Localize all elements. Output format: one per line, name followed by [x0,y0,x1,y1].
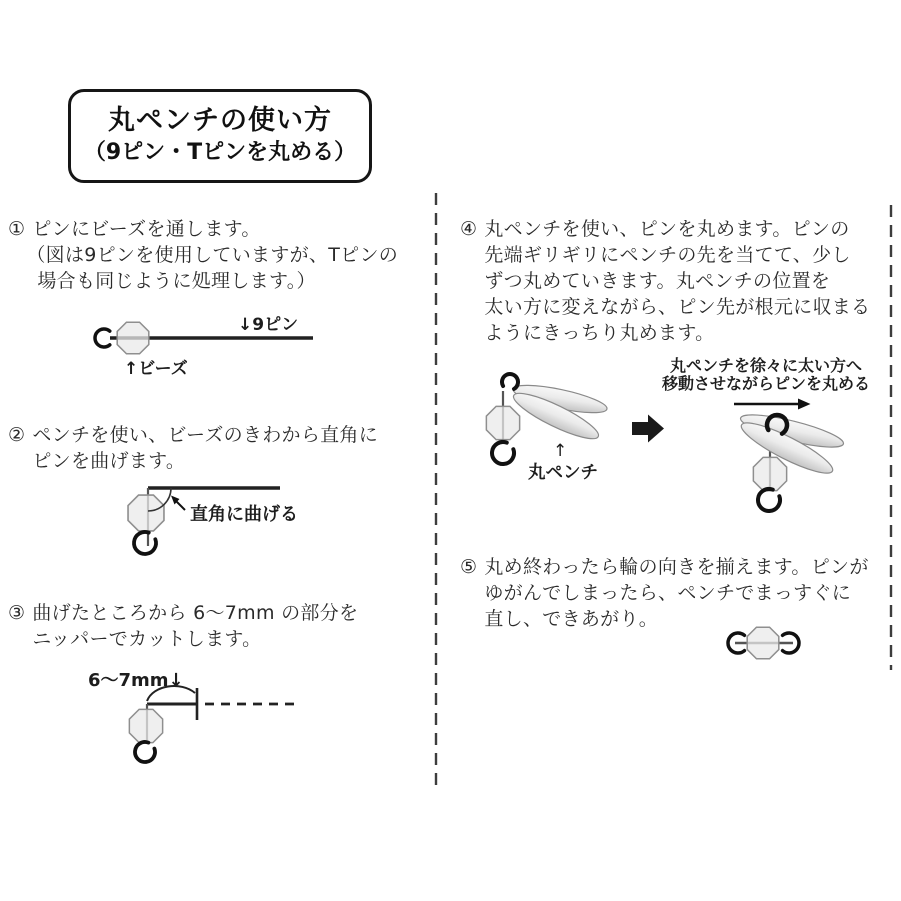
pin-loop-shape [758,489,780,511]
step-2-number: ② [8,424,26,446]
diagram-pin-with-bead [80,300,330,388]
cut-length-label: 6～7mm↓ [88,670,184,691]
step-3-number: ③ [8,602,26,624]
step-1-text [26,216,399,294]
pin-curl-shape [502,374,518,389]
bead-shape [753,457,786,490]
pin-loop-shape [492,442,514,464]
step-3-text [32,600,358,652]
pointer-arrow-line [176,501,185,510]
step-4-text [484,216,870,346]
step-1-line: （図は9ピンを使用していますが、Tピンの [26,244,399,266]
next-step-block-arrow-icon [632,415,664,443]
step-1 [8,216,398,294]
page-title: 丸ペンチの使い方 [108,105,332,136]
step-5-line: 直し、できあがり。 [484,608,659,630]
diagram-rounding-pliers [460,355,895,520]
bead-shape [129,709,162,742]
step-5-line: ゆがんでしまったら、ペンチでまっすぐに [484,582,852,604]
step-4-line: 先端ギリギリにペンチの先を当てて、少し [484,244,851,266]
bead-shape [117,322,149,354]
step-4-number: ④ [460,218,478,240]
pin-loop-shape [95,329,110,347]
bead-shape [747,627,779,659]
bead-label: ↑ビーズ [124,359,188,379]
column-divider-middle [433,190,439,790]
step-4-line: 太い方に変えながら、ピン先が根元に収まる [484,296,871,318]
step-2 [8,422,378,474]
step-4-line: ようにきっちり丸めます。 [484,322,715,344]
step-2-line: ペンチを使い、ビーズのきわから直角に [32,424,379,446]
step-2-line: ピンを曲げます。 [32,450,186,472]
move-direction-label: 移動させながらピンを丸める [661,374,871,393]
bead-shape [128,495,164,531]
bend-label: 直角に曲げる [190,504,298,525]
step-4 [460,216,870,346]
step-4-line: 丸ペンチを使い、ピンを丸めます。ピンの [484,218,850,240]
page-subtitle: （9ピン・Tピンを丸める） [83,140,357,165]
pliers-pointer-arrow: ↑ [553,441,568,461]
step-1-line: ピンにビーズを通します。 [32,218,261,240]
step-1-line: 場合も同じように処理します。） [37,270,316,292]
step-2-text [32,422,378,474]
pin-label: ↓9ピン [238,315,299,335]
step-3 [8,600,358,652]
diagram-right-angle-bend [110,476,310,580]
bead-shape [486,406,519,439]
step-5-number: ⑤ [460,556,478,578]
pin-loop-shape [134,532,156,554]
step-3-line: 曲げたところから 6～7mm の部分を [32,602,359,624]
step-5-line: 丸め終わったら輪の向きを揃えます。ピンが [484,556,869,578]
diagram-cut-length [80,658,320,780]
step-3-line: ニッパーでカットします。 [32,628,262,650]
pliers-label: 丸ペンチ [528,463,598,483]
pin-loop-shape [135,742,155,762]
move-direction-label: 丸ペンチを徐々に太い方へ [669,356,863,375]
move-arrow-icon [798,399,811,410]
title-box [68,89,372,183]
diagram-finished-piece [713,614,825,676]
step-1-number: ① [8,218,26,240]
step-4-line: ずつ丸めていきます。丸ペンチの位置を [484,270,831,292]
